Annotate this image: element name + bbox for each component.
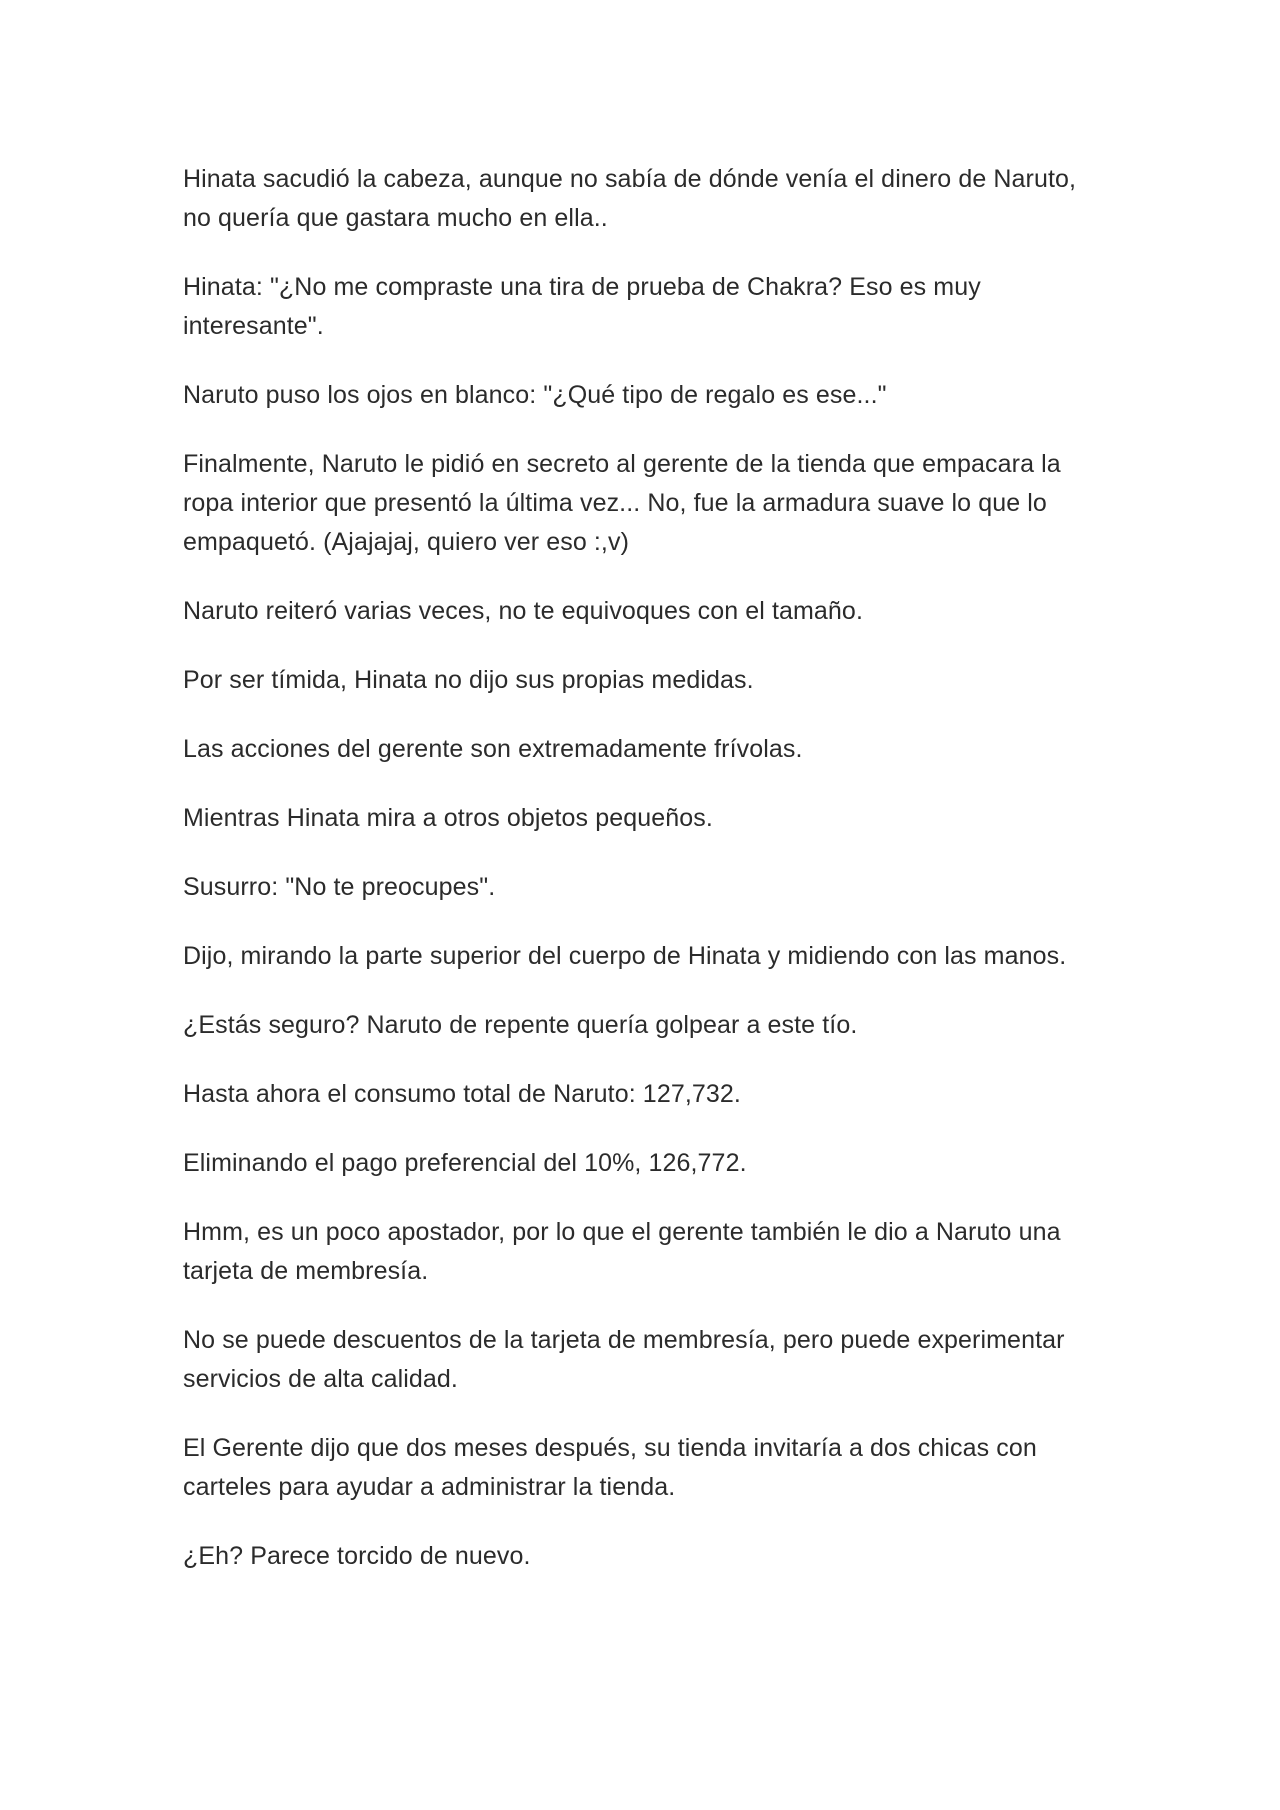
- paragraph: Hmm, es un poco apostador, por lo que el gerente también le dio a Naruto una tarjeta de membresía.: [183, 1218, 1061, 1285]
- paragraph: El Gerente dijo que dos meses después, su tienda invitaría a dos chicas con carteles para ayudar a administrar la tienda.: [183, 1434, 1037, 1501]
- paragraph: Por ser tímida, Hinata no dijo sus propias medidas.: [183, 666, 754, 694]
- paragraph: Hinata sacudió la cabeza, aunque no sabía de dónde venía el dinero de Naruto, no quería que gastara mucho en ella..: [183, 165, 1077, 232]
- paragraph: Mientras Hinata mira a otros objetos pequeños.: [183, 804, 713, 832]
- paragraph: Dijo, mirando la parte superior del cuerpo de Hinata y midiendo con las manos.: [183, 942, 1067, 970]
- document-body: [183, 160, 1103, 1606]
- paragraph: Las acciones del gerente son extremadamente frívolas.: [183, 735, 803, 763]
- paragraph: ¿Eh? Parece torcido de nuevo.: [183, 1542, 531, 1570]
- paragraph: Eliminando el pago preferencial del 10%, 126,772.: [183, 1149, 747, 1177]
- paragraph: Naruto puso los ojos en blanco: "¿Qué tipo de regalo es ese...": [183, 381, 887, 409]
- paragraph: Naruto reiteró varias veces, no te equivoques con el tamaño.: [183, 597, 863, 625]
- paragraph: Finalmente, Naruto le pidió en secreto al gerente de la tienda que empacara la ropa interior que presentó la última vez... No, fue la armadura suave lo que lo empaquetó. (Ajajajaj, quiero ver eso :,v): [183, 450, 1061, 556]
- paragraph: Hasta ahora el consumo total de Naruto: 127,732.: [183, 1080, 741, 1108]
- paragraph: ¿Estás seguro? Naruto de repente quería golpear a este tío.: [183, 1011, 858, 1039]
- paragraph: Hinata: "¿No me compraste una tira de prueba de Chakra? Eso es muy interesante".: [183, 273, 981, 340]
- paragraph: No se puede descuentos de la tarjeta de membresía, pero puede experimentar servicios de alta calidad.: [183, 1326, 1065, 1393]
- paragraph: Susurro: "No te preocupes".: [183, 873, 496, 901]
